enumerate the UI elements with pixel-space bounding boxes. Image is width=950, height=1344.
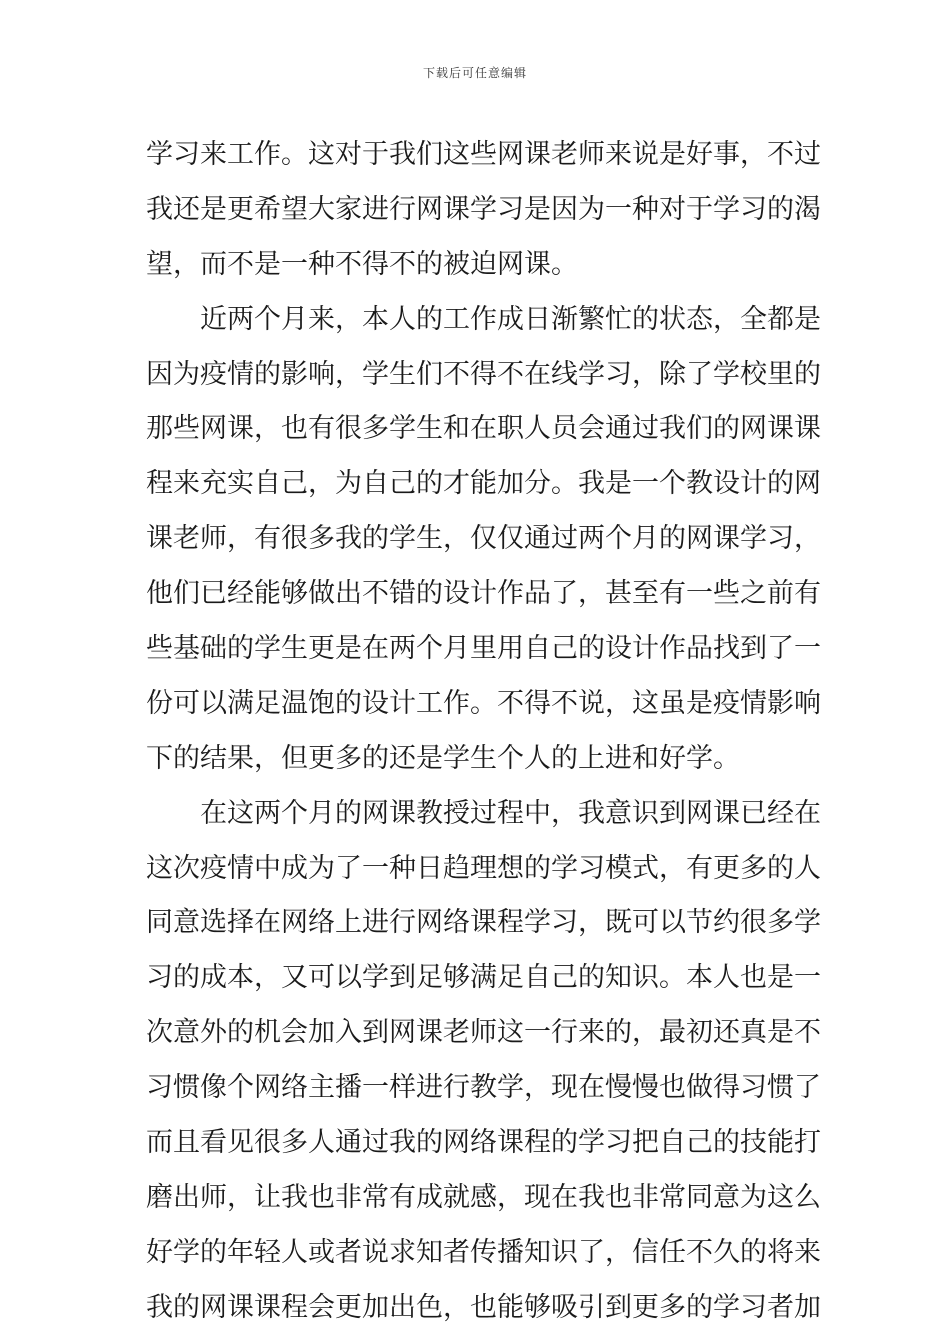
document-body [146, 128, 821, 1336]
text-line: 习惯像个网络主播一样进行教学，现在慢慢也做得习惯了 [146, 1072, 821, 1104]
text-line: 我还是更希望大家进行网课学习是因为一种对于学习的渴 [146, 193, 821, 225]
text-line: 好学的年轻人或者说求知者传播知识了，信任不久的将来 [146, 1236, 821, 1268]
paragraph-first-line: 近两个月来，本人的工作成日渐繁忙的状态，全都是 [200, 303, 821, 335]
text-line: 他们已经能够做出不错的设计作品了，甚至有一些之前有 [146, 578, 821, 610]
text-line: 因为疫情的影响，学生们不得不在线学习，除了学校里的 [146, 358, 821, 390]
text-line: 次意外的机会加入到网课老师这一行来的，最初还真是不 [146, 1017, 821, 1049]
text-line: 我的网课课程会更加出色，也能够吸引到更多的学习者加 [146, 1291, 821, 1323]
text-line: 些基础的学生更是在两个月里用自己的设计作品找到了一 [146, 633, 821, 665]
text-line: 程来充实自己，为自己的才能加分。我是一个教设计的网 [146, 468, 821, 500]
text-line: 下的结果，但更多的还是学生个人的上进和好学。 [146, 742, 740, 774]
text-line: 习的成本，又可以学到足够满足自己的知识。本人也是一 [146, 962, 821, 994]
page-header: 下载后可任意编辑 [422, 66, 527, 80]
text-line: 这次疫情中成为了一种日趋理想的学习模式，有更多的人 [146, 852, 821, 884]
text-line: 而且看见很多人通过我的网络课程的学习把自己的技能打 [146, 1127, 821, 1159]
text-line: 望，而不是一种不得不的被迫网课。 [146, 248, 578, 280]
text-line: 磨出师，让我也非常有成就感，现在我也非常同意为这么 [146, 1181, 821, 1213]
text-line: 同意选择在网络上进行网络课程学习，既可以节约很多学 [146, 907, 821, 939]
text-line: 那些网课，也有很多学生和在职人员会通过我们的网课课 [146, 413, 821, 445]
text-line: 学习来工作。这对于我们这些网课老师来说是好事，不过 [146, 139, 821, 170]
paragraph-first-line: 在这两个月的网课教授过程中，我意识到网课已经在 [200, 797, 821, 829]
text-line: 份可以满足温饱的设计工作。不得不说，这虽是疫情影响 [146, 687, 821, 719]
text-line: 课老师，有很多我的学生，仅仅通过两个月的网课学习， [146, 523, 821, 555]
